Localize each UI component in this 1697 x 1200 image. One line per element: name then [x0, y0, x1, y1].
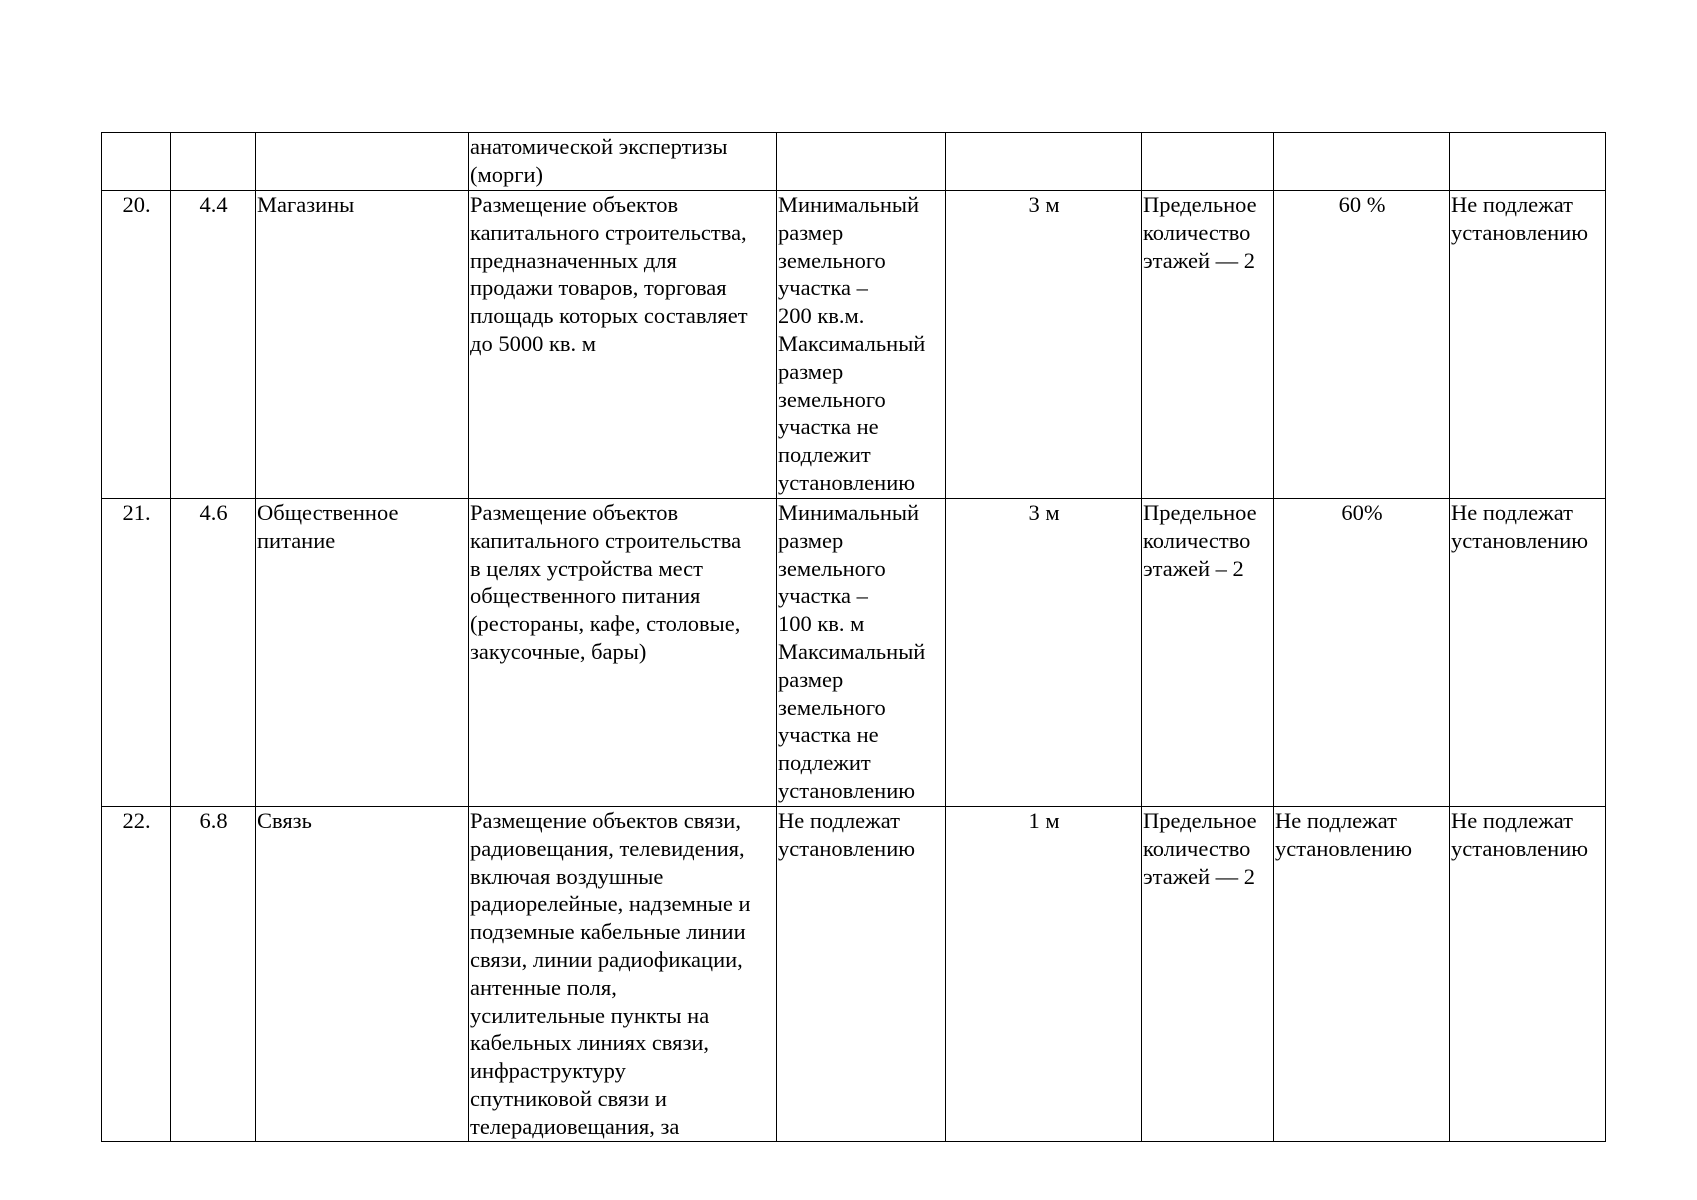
table-row — [102, 807, 1606, 1142]
cell-description: Размещение объектов связи, радиовещания, телевидения, включая воздушные радиорелейные, надземные и подземные кабельные линии связи, линии радиофикации, антенные поля, усилительные пункты на кабельных линиях связи, инфраструктуру спутниковой связи и телерадиовещания, за — [469, 807, 777, 1142]
cell-name — [256, 133, 469, 191]
cell-setback — [946, 133, 1142, 191]
land-use-regulations-table — [101, 132, 1606, 1142]
table-row — [102, 499, 1606, 807]
table-row-continuation — [102, 133, 1606, 191]
cell-other: Не подлежат установлению — [1450, 499, 1606, 807]
cell-number: 22. — [102, 807, 171, 1142]
cell-other: Не подлежат установлению — [1450, 191, 1606, 499]
cell-floors — [1142, 133, 1274, 191]
cell-coverage — [1274, 133, 1450, 191]
cell-number: 20. — [102, 191, 171, 499]
cell-other — [1450, 133, 1606, 191]
cell-setback: 3 м — [946, 191, 1142, 499]
cell-floors: Предельное количество этажей — 2 — [1142, 807, 1274, 1142]
cell-number: 21. — [102, 499, 171, 807]
cell-lot-size: Минимальный размер земельного участка – 200 кв.м. Максимальный размер земельного участка не подлежит установлению — [777, 191, 946, 499]
cell-description: Размещение объектов капитального строительства в целях устройства мест общественного питания (рестораны, кафе, столовые, закусочные, бары) — [469, 499, 777, 807]
cell-floors: Предельное количество этажей — 2 — [1142, 191, 1274, 499]
cell-lot-size: Не подлежат установлению — [777, 807, 946, 1142]
cell-code — [171, 133, 256, 191]
cell-name: Общественное питание — [256, 499, 469, 807]
cell-setback: 1 м — [946, 807, 1142, 1142]
cell-name: Магазины — [256, 191, 469, 499]
cell-coverage: 60 % — [1274, 191, 1450, 499]
cell-name: Связь — [256, 807, 469, 1142]
cell-lot-size: Минимальный размер земельного участка – 100 кв. м Максимальный размер земельного участка не подлежит установлению — [777, 499, 946, 807]
cell-code: 4.6 — [171, 499, 256, 807]
cell-description: анатомической экспертизы (морги) — [469, 133, 777, 191]
cell-other: Не подлежат установлению — [1450, 807, 1606, 1142]
cell-code: 6.8 — [171, 807, 256, 1142]
table-row — [102, 191, 1606, 499]
cell-lot-size — [777, 133, 946, 191]
cell-floors: Предельное количество этажей – 2 — [1142, 499, 1274, 807]
cell-coverage: Не подлежат установлению — [1274, 807, 1450, 1142]
cell-setback: 3 м — [946, 499, 1142, 807]
cell-number — [102, 133, 171, 191]
cell-description: Размещение объектов капитального строительства, предназначенных для продажи товаров, торговая площадь которых составляет до 5000 кв. м — [469, 191, 777, 499]
cell-code: 4.4 — [171, 191, 256, 499]
cell-coverage: 60% — [1274, 499, 1450, 807]
